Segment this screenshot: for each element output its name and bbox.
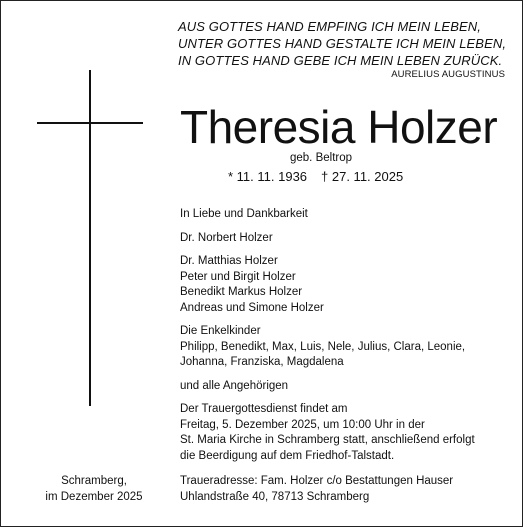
bible-quote — [178, 18, 508, 81]
grandchildren-group — [180, 324, 510, 371]
birth-name: geb. Beltrop — [290, 152, 353, 164]
birth-date: * 11. 11. 1936 — [228, 169, 308, 184]
mourner-name: Dr. Matthias Holzer — [180, 255, 278, 267]
service-paragraph — [180, 402, 510, 464]
service-line: Freitag, 5. Dezember 2025, um 10:00 Uhr in der — [180, 418, 425, 431]
quote-line: IN GOTTES HAND GEBE ICH MEIN LEBEN ZURÜCK. — [178, 53, 503, 68]
cross-icon-crossbar — [37, 122, 143, 124]
grandchildren-line: Johanna, Franziska, Magdalena — [180, 356, 344, 368]
mourner-group — [180, 231, 510, 247]
intro-text: In Liebe und Dankbarkeit — [180, 208, 308, 220]
quote-line: UNTER GOTTES HAND GESTALTE ICH MEIN LEBEN, — [178, 36, 507, 51]
condolence-address — [180, 474, 453, 505]
relatives-text: und alle Angehörigen — [180, 379, 289, 392]
intro-paragraph — [180, 207, 510, 223]
cross-icon — [89, 70, 91, 406]
death-date: † 27. 11. 2025 — [321, 169, 404, 184]
place-line: im Dezember 2025 — [45, 490, 143, 503]
grandchildren-line: Die Enkelkinder — [180, 325, 261, 337]
grandchildren-line: Philipp, Benedikt, Max, Luis, Nele, Julius, Clara, Leonie, — [180, 340, 466, 353]
mourner-name: Dr. Norbert Holzer — [180, 231, 273, 244]
address-line: Traueradresse: Fam. Holzer c/o Bestattungen Hauser — [180, 475, 454, 487]
mourner-group — [180, 254, 510, 316]
service-line: St. Maria Kirche in Schramberg statt, anschließend erfolgt — [180, 434, 475, 446]
place-line: Schramberg, — [61, 475, 127, 487]
quote-line: AUS GOTTES HAND EMPFING ICH MEIN LEBEN, — [178, 19, 481, 34]
mourner-name: Andreas und Simone Holzer — [180, 301, 324, 314]
service-line: Der Trauergottesdienst findet am — [180, 403, 348, 415]
mourner-name: Peter und Birgit Holzer — [180, 270, 296, 283]
life-dates — [228, 169, 403, 185]
relatives-paragraph — [180, 379, 510, 395]
quote-author: AURELIUS AUGUSTINUS — [391, 69, 505, 80]
address-line: Uhlandstraße 40, 78713 Schramberg — [180, 490, 370, 503]
mourner-name: Benedikt Markus Holzer — [180, 286, 303, 298]
deceased-name: Theresia Holzer — [180, 101, 498, 153]
mourners-section — [180, 207, 510, 472]
place-date — [20, 474, 168, 505]
service-line: die Beerdigung auf dem Friedhof-Talstadt. — [180, 449, 395, 462]
